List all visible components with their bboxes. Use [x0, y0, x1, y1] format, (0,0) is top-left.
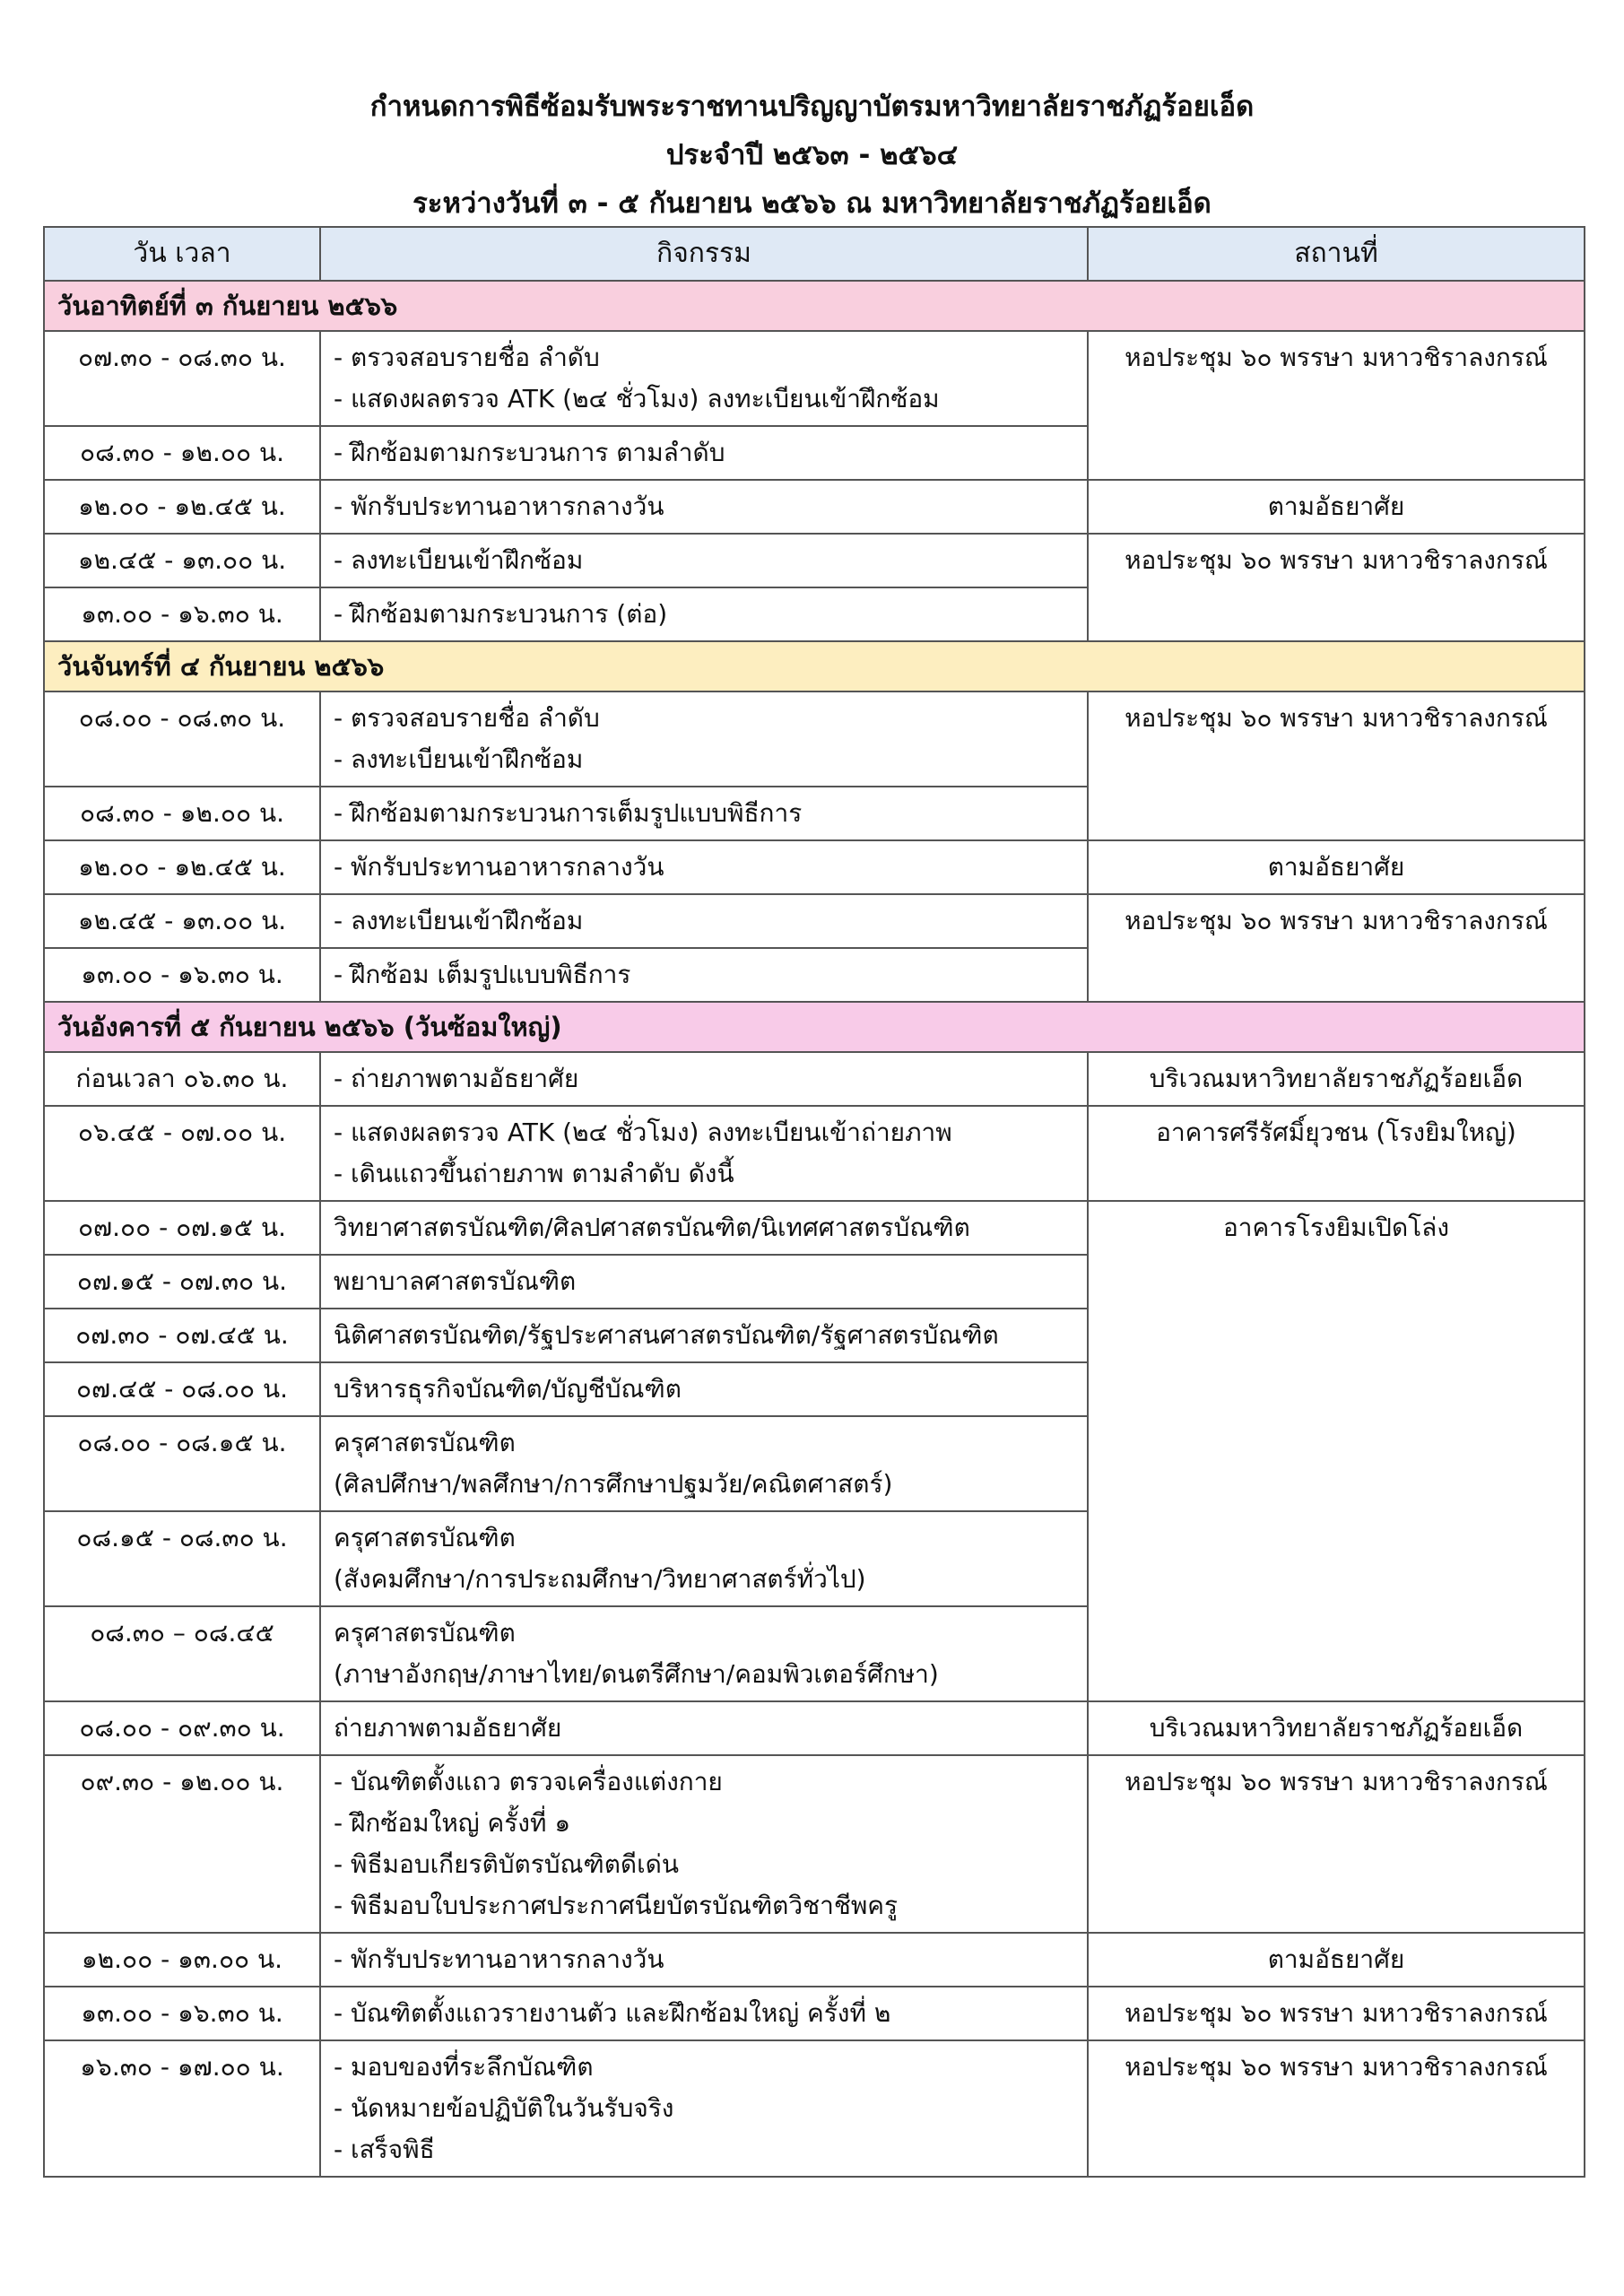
header-time: วัน เวลา: [44, 227, 320, 281]
activity-line: - ฝึกซ้อมตามกระบวนการเต็มรูปแบบพิธีการ: [334, 798, 803, 828]
time-cell: ๑๒.๐๐ - ๑๒.๔๕ น.: [44, 480, 320, 534]
time-cell: ๐๗.๓๐ - ๐๗.๔๕ น.: [44, 1309, 320, 1362]
place-cell: หอประชุม ๖๐ พรรษา มหาวชิราลงกรณ์: [1088, 534, 1585, 641]
activity-cell: [320, 1416, 1088, 1511]
time-cell: ๑๓.๐๐ - ๑๖.๓๐ น.: [44, 948, 320, 1002]
activity-line: (ศิลปศึกษา/พลศึกษา/การศึกษาปฐมวัย/คณิตศาสตร์): [334, 1469, 893, 1499]
time-cell: ๐๗.๔๕ - ๐๘.๐๐ น.: [44, 1362, 320, 1416]
place-cell: ตามอัธยาศัย: [1088, 480, 1585, 534]
activity-line: - ฝึกซ้อมตามกระบวนการ (ต่อ): [334, 599, 668, 629]
table-row: [44, 2040, 1585, 2177]
table-row: [44, 840, 1585, 894]
table-row: [44, 1106, 1585, 1201]
title-line-2: ประจำปี ๒๕๖๓ - ๒๕๖๔: [665, 139, 959, 171]
table-row: [44, 1987, 1585, 2040]
table-row: [44, 894, 1585, 948]
activity-cell: [320, 1701, 1088, 1755]
activity-line: พยาบาลศาสตรบัณฑิต: [334, 1266, 577, 1296]
time-cell: ๑๒.๔๕ - ๑๓.๐๐ น.: [44, 894, 320, 948]
header-activity: กิจกรรม: [320, 227, 1088, 281]
day-label: วันอาทิตย์ที่ ๓ กันยายน ๒๕๖๖: [44, 281, 1585, 331]
activity-line: - ลงทะเบียนเข้าฝึกซ้อม: [334, 744, 584, 774]
time-cell: ๐๗.๓๐ - ๐๘.๓๐ น.: [44, 331, 320, 426]
activity-cell: [320, 948, 1088, 1002]
activity-line: - เดินแถวขึ้นถ่ายภาพ ตามลำดับ ดังนี้: [334, 1159, 734, 1188]
title-line-3: ระหว่างวันที่ ๓ - ๕ กันยายน ๒๕๖๖ ณ มหาวิทยาลัยราชภัฏร้อยเอ็ด: [413, 187, 1211, 220]
place-cell: หอประชุม ๖๐ พรรษา มหาวชิราลงกรณ์: [1088, 894, 1585, 1002]
activity-cell: [320, 1511, 1088, 1606]
activity-line: - ลงทะเบียนเข้าฝึกซ้อม: [334, 545, 584, 575]
place-cell: หอประชุม ๖๐ พรรษา มหาวชิราลงกรณ์: [1088, 331, 1585, 480]
activity-cell: [320, 426, 1088, 480]
day-label: วันจันทร์ที่ ๔ กันยายน ๒๕๖๖: [44, 641, 1585, 691]
day-label: วันอังคารที่ ๕ กันยายน ๒๕๖๖ (วันซ้อมใหญ่): [44, 1002, 1585, 1052]
header-place: สถานที่: [1088, 227, 1585, 281]
time-cell: ๑๒.๔๕ - ๑๓.๐๐ น.: [44, 534, 320, 587]
activity-line: - นัดหมายข้อปฏิบัติในวันรับจริง: [334, 2093, 674, 2123]
activity-line: - แสดงผลตรวจ ATK (๒๔ ชั่วโมง) ลงทะเบียนเข้าฝึกซ้อม: [334, 384, 940, 413]
time-cell: ๐๘.๐๐ - ๐๘.๑๕ น.: [44, 1416, 320, 1511]
day-header-row: [44, 641, 1585, 691]
activity-line: นิติศาสตรบัณฑิต/รัฐประศาสนศาสตรบัณฑิต/รัฐศาสตรบัณฑิต: [334, 1320, 999, 1350]
activity-cell: [320, 534, 1088, 587]
time-cell: ๐๗.๐๐ - ๐๗.๑๕ น.: [44, 1201, 320, 1255]
activity-cell: [320, 1987, 1088, 2040]
activity-line: (ภาษาอังกฤษ/ภาษาไทย/ดนตรีศึกษา/คอมพิวเตอร์ศึกษา): [334, 1659, 939, 1689]
table-row: [44, 1933, 1585, 1987]
activity-cell: [320, 840, 1088, 894]
activity-cell: [320, 1309, 1088, 1362]
table-row: [44, 331, 1585, 426]
place-cell: หอประชุม ๖๐ พรรษา มหาวชิราลงกรณ์: [1088, 1987, 1585, 2040]
activity-cell: [320, 2040, 1088, 2177]
place-cell: อาคารโรงยิมเปิดโล่ง: [1088, 1201, 1585, 1701]
activity-cell: [320, 1201, 1088, 1255]
activity-line: - ฝึกซ้อม เต็มรูปแบบพิธีการ: [334, 960, 631, 989]
time-cell: ๐๖.๔๕ - ๐๗.๐๐ น.: [44, 1106, 320, 1201]
table-row: [44, 1755, 1585, 1933]
title-line-1: กำหนดการพิธีซ้อมรับพระราชทานปริญญาบัตรมหาวิทยาลัยราชภัฏร้อยเอ็ด: [369, 91, 1255, 123]
activity-line: ครุศาสตรบัณฑิต: [334, 1523, 516, 1552]
place-cell: บริเวณมหาวิทยาลัยราชภัฏร้อยเอ็ด: [1088, 1701, 1585, 1755]
time-cell: ๑๒.๐๐ - ๑๒.๔๕ น.: [44, 840, 320, 894]
time-cell: ๐๘.๐๐ - ๐๘.๓๐ น.: [44, 691, 320, 787]
activity-line: - ลงทะเบียนเข้าฝึกซ้อม: [334, 906, 584, 935]
activity-line: - พิธีมอบเกียรติบัตรบัณฑิตดีเด่น: [334, 1849, 679, 1879]
activity-line: - พิธีมอบใบประกาศประกาศนียบัตรบัณฑิตวิชาชีพครู: [334, 1891, 899, 1920]
place-cell: หอประชุม ๖๐ พรรษา มหาวชิราลงกรณ์: [1088, 2040, 1585, 2177]
activity-line: - พักรับประทานอาหารกลางวัน: [334, 491, 664, 521]
time-cell: ๐๗.๑๕ - ๐๗.๓๐ น.: [44, 1255, 320, 1309]
header-row: [44, 227, 1585, 281]
activity-cell: [320, 587, 1088, 641]
document-title: [0, 83, 1624, 228]
table-row: [44, 1201, 1585, 1255]
time-cell: ก่อนเวลา ๐๖.๓๐ น.: [44, 1052, 320, 1106]
time-cell: ๐๘.๓๐ – ๐๘.๔๕: [44, 1606, 320, 1701]
activity-line: - แสดงผลตรวจ ATK (๒๔ ชั่วโมง) ลงทะเบียนเข้าถ่ายภาพ: [334, 1118, 952, 1147]
activity-cell: [320, 894, 1088, 948]
activity-cell: [320, 331, 1088, 426]
activity-line: - เสร็จพิธี: [334, 2135, 435, 2164]
place-cell: อาคารศรีรัศมิ์ยุวชน (โรงยิมใหญ่): [1088, 1106, 1585, 1201]
time-cell: ๐๘.๐๐ - ๐๙.๓๐ น.: [44, 1701, 320, 1755]
time-cell: ๑๓.๐๐ - ๑๖.๓๐ น.: [44, 1987, 320, 2040]
activity-line: ครุศาสตรบัณฑิต: [334, 1618, 516, 1648]
activity-cell: [320, 1052, 1088, 1106]
time-cell: ๑๓.๐๐ - ๑๖.๓๐ น.: [44, 587, 320, 641]
activity-cell: [320, 787, 1088, 840]
activity-line: - พักรับประทานอาหารกลางวัน: [334, 1944, 664, 1974]
activity-line: - ตรวจสอบรายชื่อ ลำดับ: [334, 703, 600, 733]
day-header-row: [44, 281, 1585, 331]
time-cell: ๑๖.๓๐ - ๑๗.๐๐ น.: [44, 2040, 320, 2177]
time-cell: ๑๒.๐๐ - ๑๓.๐๐ น.: [44, 1933, 320, 1987]
activity-cell: [320, 1255, 1088, 1309]
place-cell: หอประชุม ๖๐ พรรษา มหาวชิราลงกรณ์: [1088, 691, 1585, 840]
time-cell: ๐๘.๓๐ - ๑๒.๐๐ น.: [44, 426, 320, 480]
activity-line: - ฝึกซ้อมตามกระบวนการ ตามลำดับ: [334, 438, 725, 467]
activity-line: ครุศาสตรบัณฑิต: [334, 1428, 516, 1457]
table-row: [44, 534, 1585, 587]
activity-cell: [320, 1362, 1088, 1416]
place-cell: บริเวณมหาวิทยาลัยราชภัฏร้อยเอ็ด: [1088, 1052, 1585, 1106]
activity-line: บริหารธุรกิจบัณฑิต/บัญชีบัณฑิต: [334, 1374, 682, 1404]
time-cell: ๐๘.๓๐ - ๑๒.๐๐ น.: [44, 787, 320, 840]
place-cell: หอประชุม ๖๐ พรรษา มหาวชิราลงกรณ์: [1088, 1755, 1585, 1933]
activity-line: - มอบของที่ระลึกบัณฑิต: [334, 2052, 594, 2082]
time-cell: ๐๘.๑๕ - ๐๘.๓๐ น.: [44, 1511, 320, 1606]
activity-line: - ฝึกซ้อมใหญ่ ครั้งที่ ๑: [334, 1808, 571, 1838]
time-cell: ๐๙.๓๐ - ๑๒.๐๐ น.: [44, 1755, 320, 1933]
activity-cell: [320, 691, 1088, 787]
activity-line: - ถ่ายภาพตามอัธยาศัย: [334, 1064, 579, 1093]
activity-line: วิทยาศาสตรบัณฑิต/ศิลปศาสตรบัณฑิต/นิเทศศาสตรบัณฑิต: [334, 1213, 970, 1242]
activity-cell: [320, 1933, 1088, 1987]
place-cell: ตามอัธยาศัย: [1088, 840, 1585, 894]
place-cell: ตามอัธยาศัย: [1088, 1933, 1585, 1987]
activity-cell: [320, 1106, 1088, 1201]
day-header-row: [44, 1002, 1585, 1052]
activity-line: - บัณฑิตตั้งแถว ตรวจเครื่องแต่งกาย: [334, 1767, 723, 1796]
table-row: [44, 1701, 1585, 1755]
activity-cell: [320, 480, 1088, 534]
activity-line: ถ่ายภาพตามอัธยาศัย: [334, 1713, 562, 1743]
activity-cell: [320, 1606, 1088, 1701]
activity-line: (สังคมศึกษา/การประถมศึกษา/วิทยาศาสตร์ทั่วไป): [334, 1564, 866, 1594]
activity-line: - ตรวจสอบรายชื่อ ลำดับ: [334, 343, 600, 372]
activity-cell: [320, 1755, 1088, 1933]
table-row: [44, 1052, 1585, 1106]
table-row: [44, 480, 1585, 534]
schedule-table: [43, 226, 1585, 2178]
activity-line: - พักรับประทานอาหารกลางวัน: [334, 852, 664, 882]
table-row: [44, 691, 1585, 787]
activity-line: - บัณฑิตตั้งแถวรายงานตัว และฝึกซ้อมใหญ่ ครั้งที่ ๒: [334, 1998, 891, 2028]
